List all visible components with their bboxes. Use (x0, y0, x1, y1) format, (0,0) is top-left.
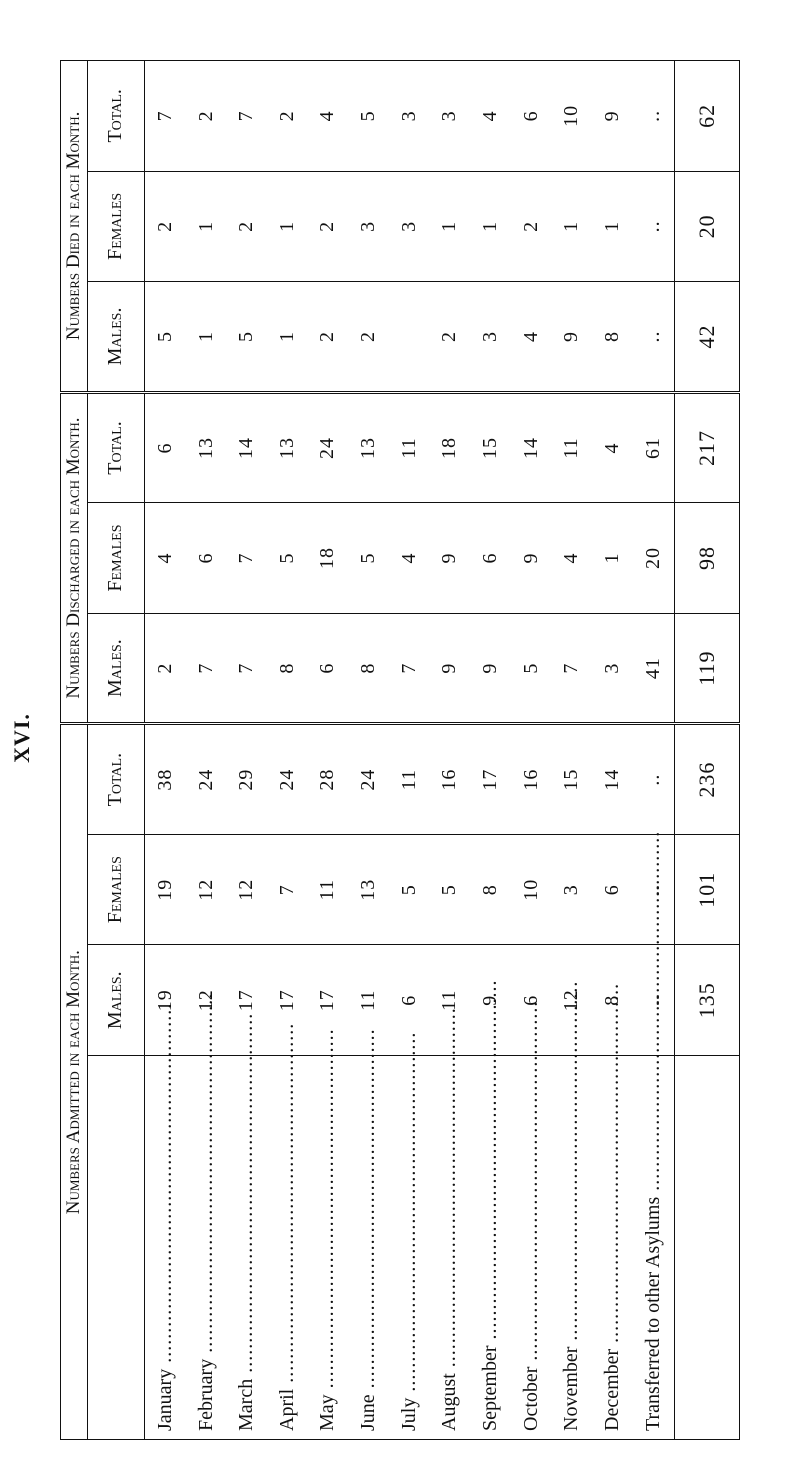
admitted-total-cell: 17 (470, 724, 511, 835)
discharged-total-cell: 14 (226, 392, 267, 503)
month-name: June ..... (357, 1028, 379, 1431)
page-number: XVI. (9, 713, 34, 763)
died-males-cell: 2 (430, 282, 471, 393)
admitted-total-cell: 14 (592, 724, 633, 835)
admitted-females-cell: 11 (308, 834, 349, 945)
died-males-cell: 2 (348, 282, 389, 393)
table-row (430, 61, 471, 1440)
died-total-cell: 3 (430, 61, 471, 172)
died-total-cell: 7 (144, 61, 186, 172)
month-name: May ..... (316, 1028, 338, 1431)
admitted-males-header: Males. (87, 945, 144, 1056)
table-row (552, 61, 593, 1440)
died-females-cell: 3 (348, 171, 389, 282)
admitted-males-cell: 17 (226, 945, 267, 1056)
total-admitted-males: 135 (675, 945, 740, 1056)
died-females-cell: 1 (267, 171, 308, 282)
month-label (267, 1056, 308, 1440)
admitted-males-cell: 12 (186, 945, 227, 1056)
discharged-males-cell: 3 (592, 613, 633, 724)
admitted-males-cell: 8 (592, 945, 633, 1056)
died-males-cell: 8 (592, 282, 633, 393)
died-total-cell: 2 (267, 61, 308, 172)
totals-label (675, 1056, 740, 1440)
admitted-females-cell: 5 (430, 834, 471, 945)
month-label (144, 1056, 186, 1440)
died-total-cell: 10 (552, 61, 593, 172)
rotated-table-container (60, 60, 740, 1440)
died-females-cell: 1 (552, 171, 593, 282)
died-females-header: Females (87, 171, 144, 282)
discharged-total-cell: 13 (267, 392, 308, 503)
totals-row (675, 61, 740, 1440)
died-males-cell: 5 (226, 282, 267, 393)
month-label (470, 1056, 511, 1440)
admitted-total-cell: 28 (308, 724, 349, 835)
discharged-males-cell: 9 (470, 613, 511, 724)
discharged-total-cell: 11 (552, 392, 593, 503)
month-name: July ..... (398, 1032, 420, 1431)
discharged-total-cell: 15 (470, 392, 511, 503)
table-row (267, 61, 308, 1440)
died-males-cell: 4 (511, 282, 552, 393)
discharged-total-cell: 61 (633, 392, 675, 503)
discharged-females-cell: 7 (226, 503, 267, 614)
admitted-total-cell: 29 (226, 724, 267, 835)
total-admitted-females: 101 (675, 834, 740, 945)
table-row (186, 61, 227, 1440)
total-died: 62 (675, 61, 740, 172)
died-females-cell: 1 (430, 171, 471, 282)
admitted-males-cell: 17 (308, 945, 349, 1056)
month-name: March ..... (235, 1013, 257, 1431)
died-females-cell: 2 (308, 171, 349, 282)
discharged-females-header: Females (87, 503, 144, 614)
table-row (308, 61, 349, 1440)
admitted-females-cell: 3 (552, 834, 593, 945)
died-females-cell: 2 (144, 171, 186, 282)
month-label (186, 1056, 227, 1440)
admitted-total-header: Total. (87, 724, 144, 835)
discharged-females-cell: 4 (389, 503, 430, 614)
died-males-cell: 2 (308, 282, 349, 393)
month-name: October ..... (520, 1001, 542, 1431)
died-females-cell: 1 (470, 171, 511, 282)
total-died-females: 20 (675, 171, 740, 282)
discharged-males-cell: 7 (389, 613, 430, 724)
admitted-total-cell: 24 (348, 724, 389, 835)
discharged-males-cell: 7 (226, 613, 267, 724)
total-discharged: 217 (675, 392, 740, 503)
admitted-header: Numbers Admitted in each Month. (61, 724, 88, 1440)
died-total-cell: 2 (186, 61, 227, 172)
admitted-males-cell: 12 (552, 945, 593, 1056)
admitted-males-cell: .. (633, 945, 675, 1056)
died-males-cell: 5 (144, 282, 186, 393)
month-name: November ..... (560, 981, 582, 1431)
admitted-males-cell: 17 (267, 945, 308, 1056)
discharged-females-cell: 18 (308, 503, 349, 614)
admitted-total-cell: 38 (144, 724, 186, 835)
discharged-total-cell: 13 (186, 392, 227, 503)
died-header: Numbers Died in each Month. (61, 61, 88, 393)
table-row (389, 61, 430, 1440)
admitted-males-cell: 11 (348, 945, 389, 1056)
discharged-females-cell: 20 (633, 503, 675, 614)
discharged-header: Numbers Discharged in each Month. (61, 392, 88, 724)
died-females-cell: 2 (511, 171, 552, 282)
admitted-total-cell: 16 (511, 724, 552, 835)
month-label (511, 1056, 552, 1440)
died-total-header: Total. (87, 61, 144, 172)
table-row (511, 61, 552, 1440)
died-total-cell: 6 (511, 61, 552, 172)
discharged-males-cell: 6 (308, 613, 349, 724)
discharged-females-cell: 9 (430, 503, 471, 614)
died-total-cell: 4 (308, 61, 349, 172)
discharged-total-cell: 13 (348, 392, 389, 503)
died-total-cell: 3 (389, 61, 430, 172)
month-name: April ..... (276, 1023, 298, 1431)
discharged-total-cell: 6 (144, 392, 186, 503)
died-females-cell: .. (633, 171, 675, 282)
admitted-females-header: Females (87, 834, 144, 945)
month-label (389, 1056, 430, 1440)
discharged-males-cell: 41 (633, 613, 675, 724)
total-admitted: 236 (675, 724, 740, 835)
month-column-header (87, 1056, 144, 1440)
admitted-females-cell: 7 (267, 834, 308, 945)
discharged-females-cell: 1 (592, 503, 633, 614)
died-total-cell: 4 (470, 61, 511, 172)
total-discharged-males: 119 (675, 613, 740, 724)
admitted-total-cell: 16 (430, 724, 471, 835)
discharged-males-cell: 2 (144, 613, 186, 724)
discharged-males-header: Males. (87, 613, 144, 724)
discharged-total-cell: 11 (389, 392, 430, 503)
died-females-cell: 1 (592, 171, 633, 282)
admitted-females-cell: 6 (592, 834, 633, 945)
admitted-total-cell: 11 (389, 724, 430, 835)
total-died-males: 42 (675, 282, 740, 393)
died-males-cell (389, 282, 430, 393)
month-label (226, 1056, 267, 1440)
discharged-total-cell: 18 (430, 392, 471, 503)
month-label (592, 1056, 633, 1440)
died-females-cell: 1 (186, 171, 227, 282)
admitted-total-cell: 24 (267, 724, 308, 835)
discharged-females-cell: 4 (552, 503, 593, 614)
discharged-total-cell: 24 (308, 392, 349, 503)
month-label (552, 1056, 593, 1440)
admitted-females-cell: 5 (389, 834, 430, 945)
admitted-males-cell: 6 (389, 945, 430, 1056)
died-females-cell: 2 (226, 171, 267, 282)
discharged-females-cell: 6 (470, 503, 511, 614)
table-row (592, 61, 633, 1440)
monthly-statistics-table (60, 60, 740, 1440)
died-males-cell: 1 (267, 282, 308, 393)
discharged-males-cell: 8 (348, 613, 389, 724)
died-males-header: Males. (87, 282, 144, 393)
discharged-males-cell: 9 (430, 613, 471, 724)
admitted-females-cell: 12 (226, 834, 267, 945)
table-row (348, 61, 389, 1440)
table-row (144, 61, 186, 1440)
month-name: September ..... (479, 979, 501, 1431)
table-row (470, 61, 511, 1440)
died-males-cell: 9 (552, 282, 593, 393)
total-discharged-females: 98 (675, 503, 740, 614)
discharged-females-cell: 4 (144, 503, 186, 614)
discharged-males-cell: 7 (552, 613, 593, 724)
discharged-females-cell: 5 (348, 503, 389, 614)
admitted-females-cell: 19 (144, 834, 186, 945)
discharged-total-header: Total. (87, 392, 144, 503)
table-row (633, 61, 675, 1440)
discharged-total-cell: 4 (592, 392, 633, 503)
died-males-cell: 3 (470, 282, 511, 393)
died-males-cell: 1 (186, 282, 227, 393)
admitted-males-cell: 11 (430, 945, 471, 1056)
discharged-total-cell: 14 (511, 392, 552, 503)
discharged-females-cell: 9 (511, 503, 552, 614)
month-label (430, 1056, 471, 1440)
died-females-cell: 3 (389, 171, 430, 282)
month-name: Transferred to other Asylums ..... (642, 831, 664, 1431)
month-name: January ..... (154, 1003, 176, 1431)
admitted-males-cell: 6 (511, 945, 552, 1056)
admitted-females-cell: 10 (511, 834, 552, 945)
admitted-females-cell: .. (633, 834, 675, 945)
died-total-cell: 5 (348, 61, 389, 172)
admitted-males-cell: 19 (144, 945, 186, 1056)
month-name: February ..... (195, 993, 217, 1431)
admitted-total-cell: 15 (552, 724, 593, 835)
admitted-females-cell: 8 (470, 834, 511, 945)
month-label (308, 1056, 349, 1440)
discharged-females-cell: 6 (186, 503, 227, 614)
admitted-total-cell: .. (633, 724, 675, 835)
month-name: August ..... (438, 1007, 460, 1431)
admitted-females-cell: 13 (348, 834, 389, 945)
died-total-cell: 9 (592, 61, 633, 172)
discharged-males-cell: 8 (267, 613, 308, 724)
died-total-cell: 7 (226, 61, 267, 172)
month-label (633, 1056, 675, 1440)
admitted-total-cell: 24 (186, 724, 227, 835)
died-total-cell: .. (633, 61, 675, 172)
discharged-males-cell: 7 (186, 613, 227, 724)
discharged-females-cell: 5 (267, 503, 308, 614)
month-label (348, 1056, 389, 1440)
discharged-males-cell: 5 (511, 613, 552, 724)
month-name: December ..... (601, 983, 623, 1431)
table-row (226, 61, 267, 1440)
admitted-females-cell: 12 (186, 834, 227, 945)
died-males-cell: .. (633, 282, 675, 393)
admitted-males-cell: 9 (470, 945, 511, 1056)
